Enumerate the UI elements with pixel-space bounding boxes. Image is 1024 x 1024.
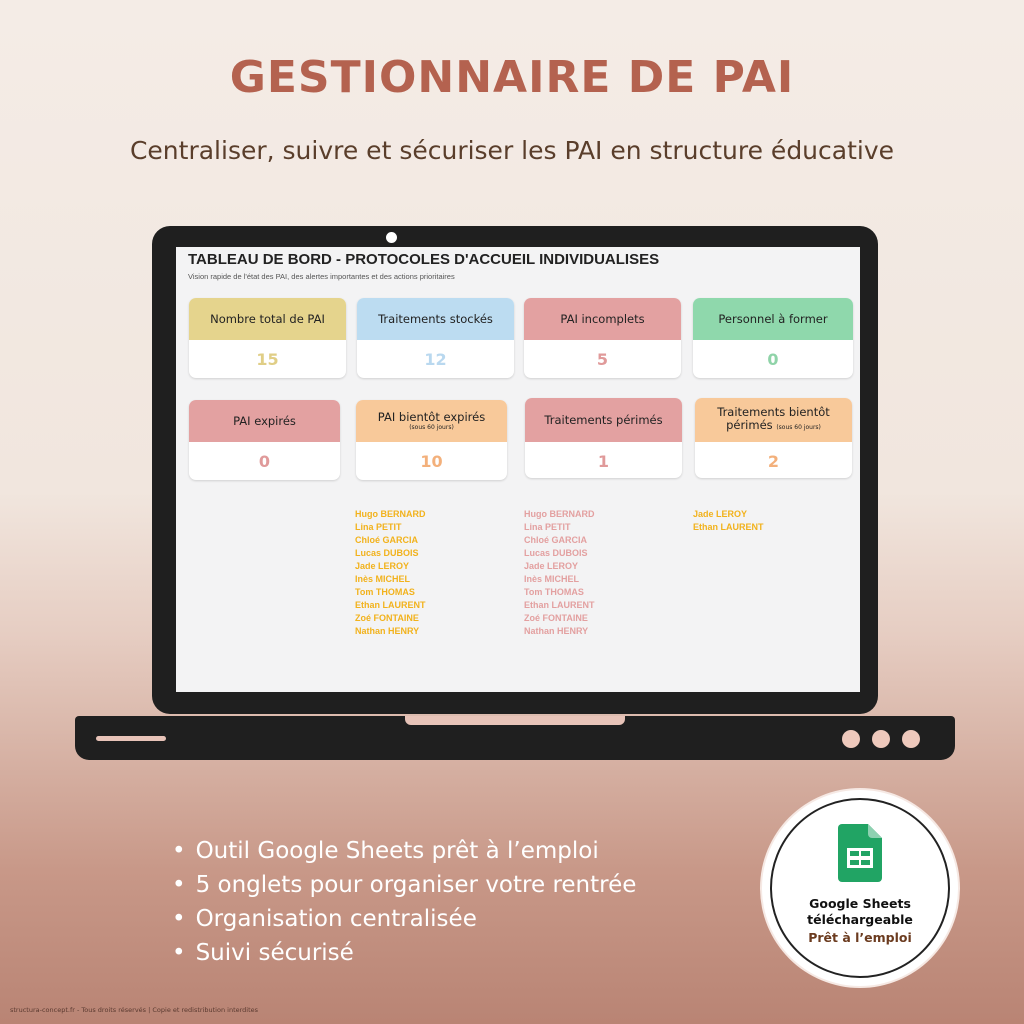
card-header — [695, 398, 852, 442]
list-item: Lina PETIT — [524, 522, 571, 532]
feature-item: • Organisation centralisée — [172, 902, 636, 936]
list-item: Hugo BERNARD — [355, 509, 426, 519]
card-note: (sous 60 jours) — [409, 423, 454, 431]
list-item: Inès MICHEL — [355, 574, 411, 584]
card-pai-bientot-expires[interactable] — [356, 400, 507, 480]
list-item: Zoé FONTAINE — [355, 613, 419, 623]
laptop-led-dot — [872, 730, 890, 748]
card-label: Traitements bientôt — [717, 405, 830, 419]
page-subtitle: Centraliser, suivre et sécuriser les PAI en structure éducative — [129, 136, 895, 165]
card-header — [524, 298, 681, 340]
list-traitements-bientot-perimes — [693, 508, 764, 534]
card-value: 5 — [596, 349, 609, 369]
list-item: Hugo BERNARD — [524, 509, 595, 519]
list-item: Nathan HENRY — [524, 626, 589, 636]
list-pai-bientot-expires — [355, 508, 426, 638]
list-item: Lucas DUBOIS — [524, 548, 588, 558]
list-item: Tom THOMAS — [355, 587, 415, 597]
card-value: 0 — [258, 451, 271, 471]
dashboard-title: TABLEAU DE BORD - PROTOCOLES D'ACCUEIL INDIVIDUALISES — [188, 251, 660, 268]
list-traitements-perimes — [524, 508, 595, 638]
list-item: Zoé FONTAINE — [524, 613, 588, 623]
list-item: Ethan LAURENT — [355, 600, 426, 610]
list-item: Chloé GARCIA — [524, 535, 587, 545]
list-item: Jade LEROY — [355, 561, 410, 571]
card-personnel-a-former[interactable] — [693, 298, 853, 378]
list-item: Inès MICHEL — [524, 574, 580, 584]
badge-tagline: Prêt à l’emploi — [808, 930, 912, 945]
card-traitements-bientot-perimes[interactable] — [695, 398, 852, 478]
list-item: Ethan LAURENT — [524, 600, 595, 610]
feature-item: • Suivi sécurisé — [172, 936, 636, 970]
badge-title: Google Sheets — [809, 896, 911, 911]
card-header — [693, 298, 853, 340]
card-label: PAI incomplets — [560, 311, 645, 326]
laptop-screen — [176, 247, 860, 692]
card-value: 0 — [767, 349, 779, 369]
card-pai-incomplets[interactable] — [524, 298, 681, 378]
card-value: 1 — [597, 451, 610, 471]
list-item: Nathan HENRY — [355, 626, 420, 636]
card-label: PAI bientôt expirés — [377, 409, 486, 424]
download-badge — [762, 790, 958, 986]
page-headline: GESTIONNAIRE DE PAI — [229, 52, 795, 103]
badge-subtitle: téléchargeable — [807, 912, 913, 927]
card-header — [525, 398, 682, 442]
card-label: Traitements périmés — [544, 412, 663, 427]
card-label: Personnel à former — [718, 311, 828, 326]
card-value: 2 — [767, 451, 780, 471]
dashboard-subtitle: Vision rapide de l'état des PAI, des alertes importantes et des actions prioritaires — [188, 272, 455, 281]
laptop-led-dot — [902, 730, 920, 748]
feature-item: • 5 onglets pour organiser votre rentrée — [172, 868, 636, 902]
laptop-led-dot — [842, 730, 860, 748]
list-item: Chloé GARCIA — [355, 535, 418, 545]
card-label: Nombre total de PAI — [210, 311, 325, 326]
card-note: (sous 60 jours) — [776, 424, 821, 431]
list-item: Jade LEROY — [524, 561, 579, 571]
list-item: Lucas DUBOIS — [355, 548, 419, 558]
card-traitements-perimes[interactable] — [525, 398, 682, 478]
camera-icon — [384, 230, 399, 245]
feature-item: • Outil Google Sheets prêt à l’emploi — [172, 834, 636, 868]
card-traitements-stockes[interactable] — [357, 298, 514, 378]
card-header — [357, 298, 514, 340]
card-value: 12 — [424, 349, 447, 369]
card-label-line2: périmés (sous 60 jours) — [726, 418, 821, 432]
card-total-pai[interactable] — [189, 298, 346, 378]
footer-copyright: structura-concept.fr - Tous droits réservés | Copie et redistribution interdites — [10, 1006, 259, 1014]
card-header — [189, 400, 340, 442]
card-header — [356, 400, 507, 442]
list-item: Jade LEROY — [693, 509, 748, 519]
card-value: 10 — [420, 451, 443, 471]
list-item: Ethan LAURENT — [693, 522, 764, 532]
card-header — [189, 298, 346, 340]
google-sheets-icon — [838, 824, 882, 882]
list-item: Lina PETIT — [355, 522, 402, 532]
laptop-slot — [96, 736, 166, 741]
laptop-notch — [405, 716, 625, 725]
card-label: PAI expirés — [233, 413, 296, 428]
card-pai-expires[interactable] — [189, 400, 340, 480]
card-label: Traitements stockés — [378, 311, 493, 326]
list-item: Tom THOMAS — [524, 587, 584, 597]
card-value: 15 — [256, 349, 279, 369]
feature-list — [172, 834, 636, 970]
